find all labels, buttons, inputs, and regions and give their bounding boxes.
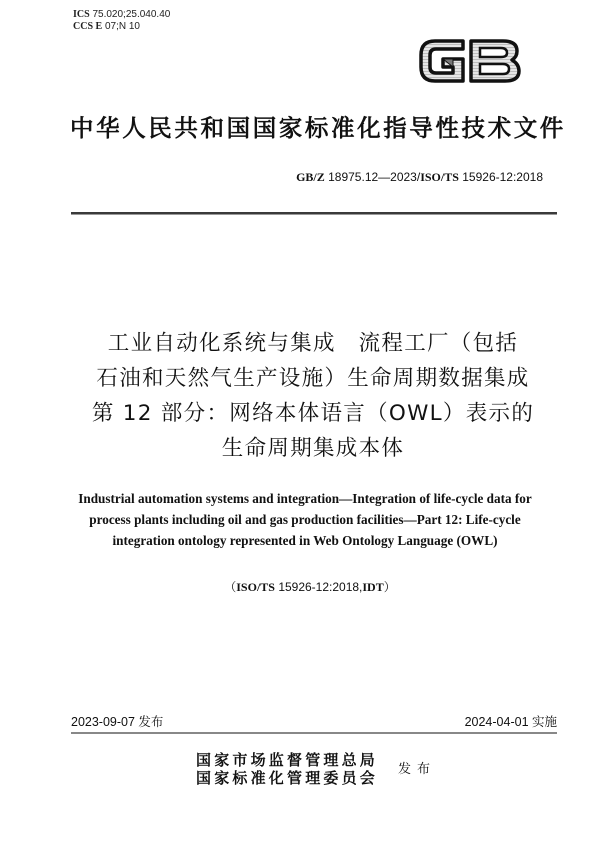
english-title-line: process plants including oil and gas production facilities—Part 12: Life-cycle [89, 512, 521, 527]
ccs-value: 07;N 10 [104, 21, 140, 32]
chinese-title-line: 石油和天然气生产设施）生命周期数据集成 [96, 366, 530, 391]
ccs-code [73, 21, 170, 33]
effective-date: 2024-04-01 实施 [464, 715, 557, 729]
issuer-name: 国家市场监督管理总局 [196, 751, 379, 769]
issue-date: 2023-09-07 发布 [71, 715, 164, 729]
issuer-name: 国家标准化管理委员会 [196, 768, 379, 787]
equivalence-iso-prefix: ISO/TS [236, 580, 275, 594]
bottom-divider [71, 732, 557, 734]
english-title-line: Industrial automation systems and integration—Integration of life-cycle data for [78, 491, 532, 506]
doc-number-value: 18975.12—2023/ [328, 170, 421, 184]
ics-value: 75.020;25.040.40 [92, 9, 171, 20]
doc-number-prefix: GB/Z [296, 170, 325, 184]
chinese-title [60, 326, 566, 466]
english-title [50, 488, 560, 551]
chinese-title-line: 生命周期集成本体 [221, 436, 405, 461]
chinese-title-line: 第 12 部分：网络本体语言（OWL）表示的 [91, 401, 535, 426]
doc-number-iso-value: 15926-12:2018 [462, 170, 543, 184]
ccs-label: CCS E [73, 21, 103, 32]
chinese-title-line: 工业自动化系统与集成 流程工厂（包括 [107, 331, 519, 356]
ics-code [73, 9, 170, 21]
gb-logo-icon [417, 35, 525, 87]
ics-label: ICS [73, 9, 90, 20]
issuing-authorities [196, 752, 378, 787]
classification-codes [73, 9, 170, 33]
equivalence-degree: IDT [362, 580, 384, 594]
equivalence-close-paren: ） [383, 580, 396, 594]
document-type-heading: 中华人民共和国国家标准化指导性技术文件 [70, 114, 566, 142]
equivalence-open-paren: （ [224, 580, 237, 594]
english-title-line: integration ontology represented in Web Ontology Language (OWL) [112, 533, 498, 548]
doc-number-iso-prefix: ISO/TS [420, 170, 459, 184]
issue-action: 发布 [398, 762, 437, 777]
gb-logo [417, 35, 525, 87]
equivalence-iso-number: 15926-12:2018, [278, 580, 363, 594]
equivalence-statement [100, 580, 520, 594]
document-number [296, 170, 543, 184]
top-divider [71, 212, 557, 215]
